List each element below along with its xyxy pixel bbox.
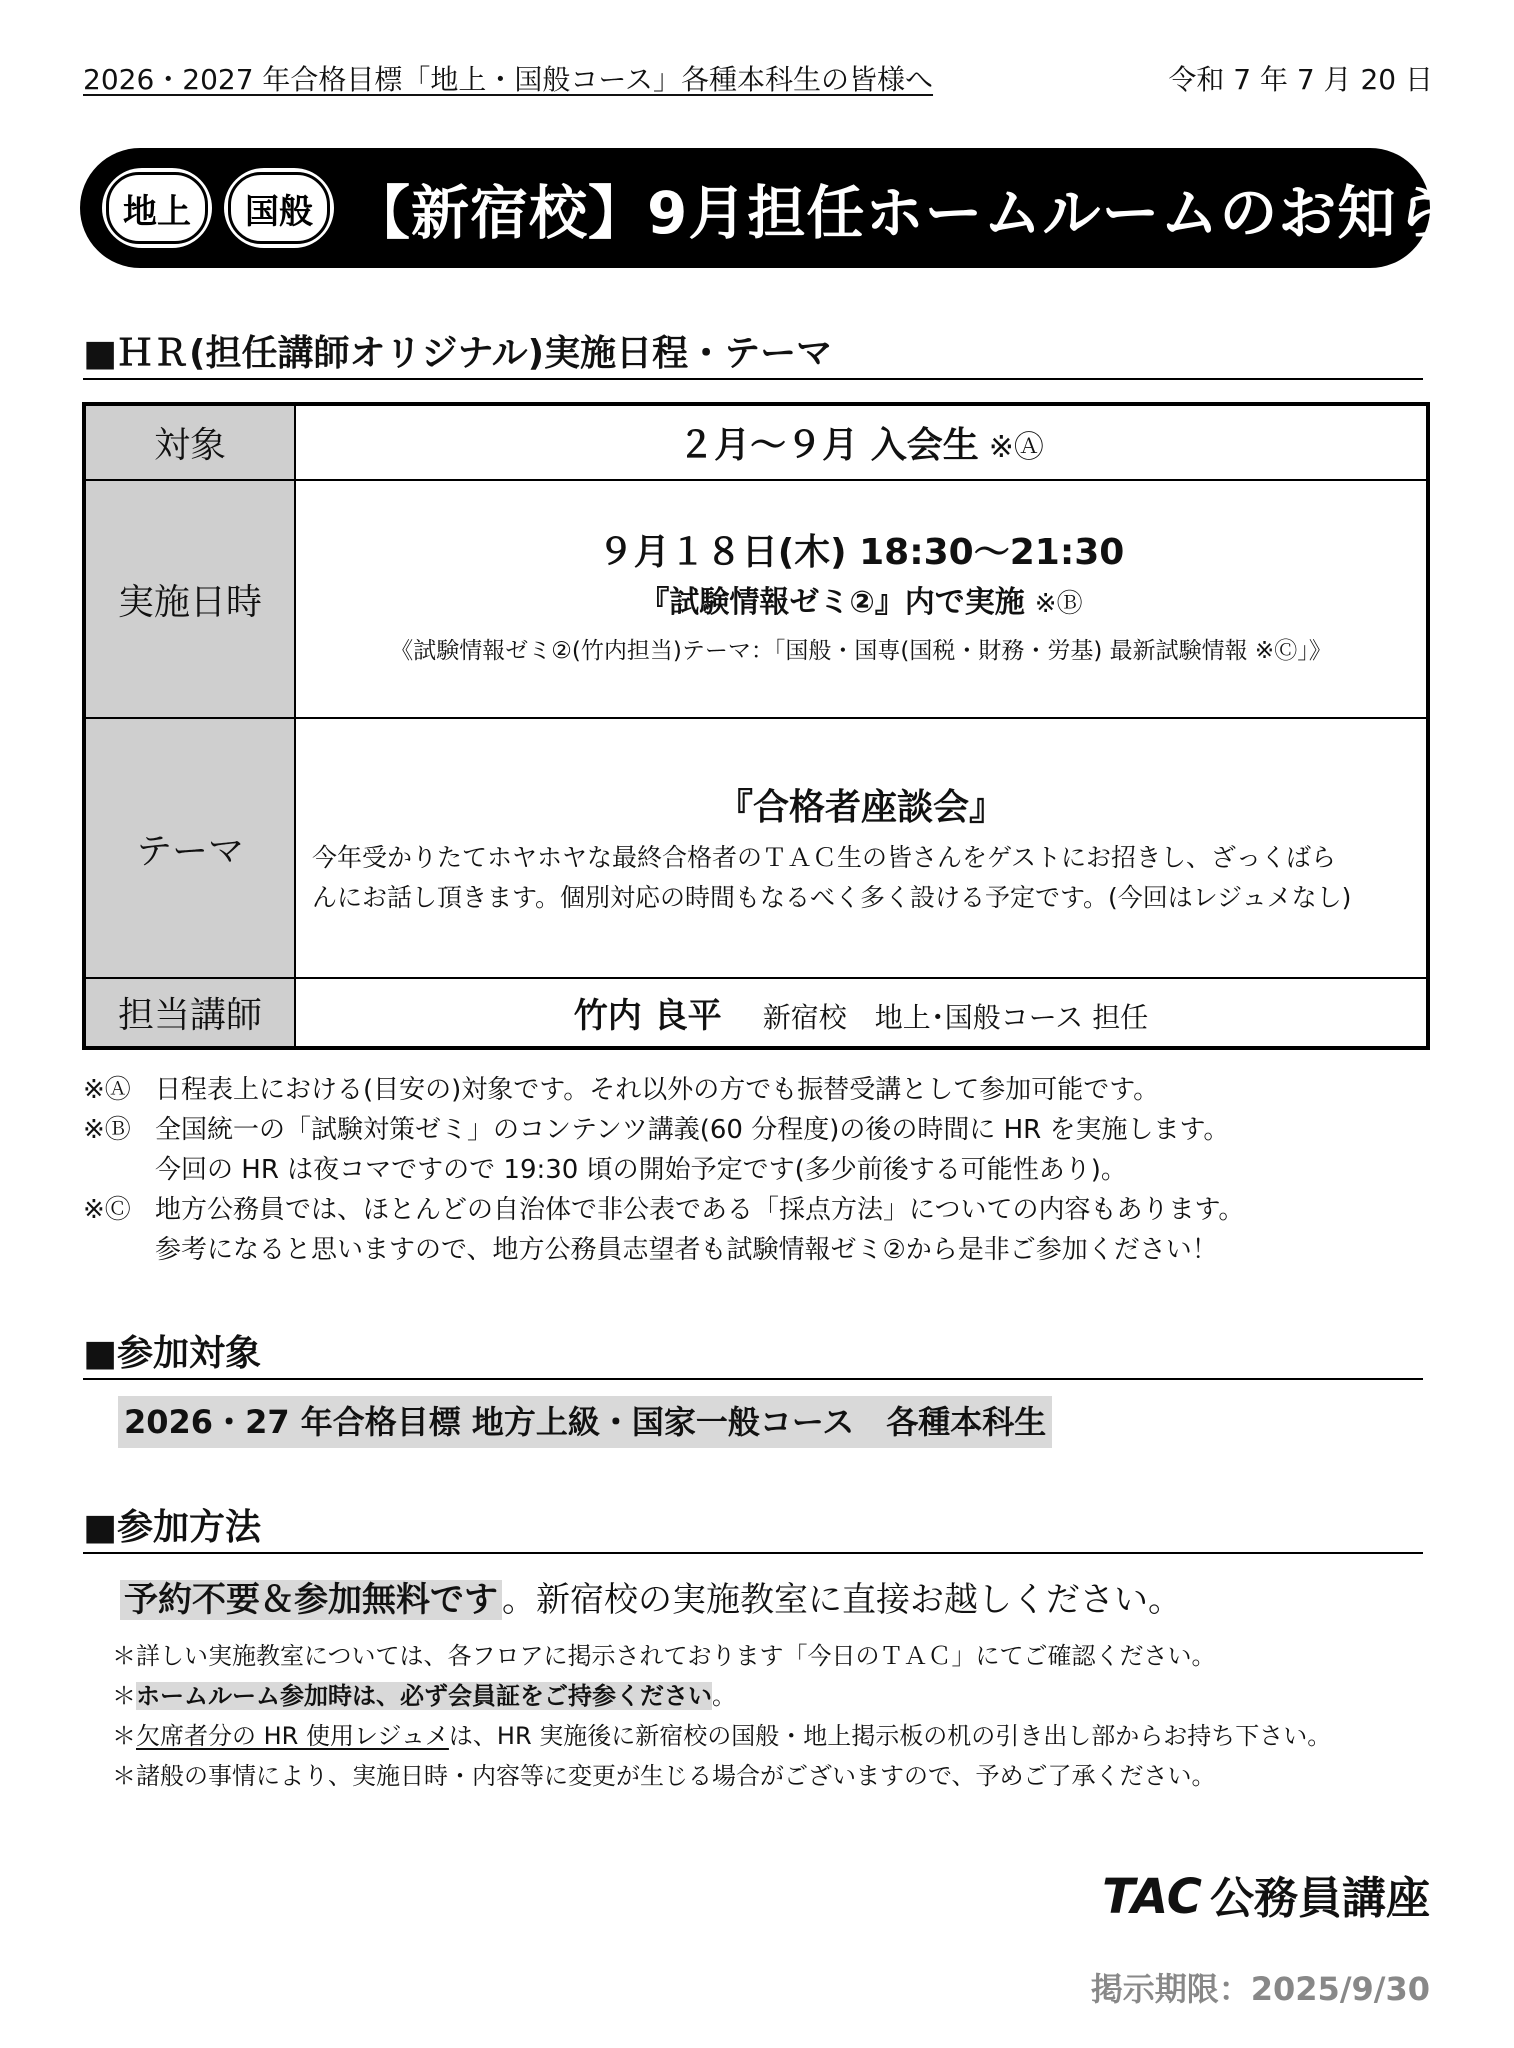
badge-kokupan: 国般 bbox=[228, 172, 330, 244]
within-zemi bbox=[296, 581, 1426, 629]
bullet-member-card-suffix: 。 bbox=[712, 1682, 736, 1710]
label-target: 対象 bbox=[84, 404, 295, 480]
badge-kokupan-wrap bbox=[224, 168, 334, 248]
theme-title: 『合格者座談会』 bbox=[716, 787, 1005, 828]
bullet-member-card bbox=[112, 1676, 1432, 1716]
footnote-c-line2: 参考になると思いますので、地方公務員志望者も試験情報ゼミ②から是非ご参加ください！ bbox=[155, 1235, 1218, 1265]
tac-logo-text: TAC bbox=[1102, 1869, 1202, 1925]
schedule-table bbox=[82, 402, 1430, 1050]
audience-line: 2026・2027 年合格目標「地上・国般コース」各種本科生の皆様へ bbox=[83, 63, 934, 96]
within-zemi-text: 『試験情報ゼミ②』内で実施 bbox=[639, 585, 1025, 620]
bullet-absent-resume bbox=[112, 1716, 1432, 1756]
issue-date: 令和 7 年 7 月 20 日 bbox=[1168, 63, 1433, 96]
bullet-absent-prefix: ＊ bbox=[112, 1722, 136, 1750]
table-row-instructor bbox=[84, 978, 1428, 1048]
value-target bbox=[295, 404, 1428, 480]
footnote-c-key: ※Ⓒ bbox=[83, 1195, 131, 1225]
within-zemi-mark: ※Ⓑ bbox=[1034, 589, 1083, 619]
organization-logo bbox=[1102, 1862, 1430, 1926]
participation-target: 2026・27 年合格目標 地方上級・国家一般コース 各種本科生 bbox=[118, 1396, 1052, 1448]
footnote-b-line1: 全国統一の「試験対策ゼミ」のコンテンツ講義(60 分程度)の後の時間に HR を実施します。 bbox=[155, 1115, 1230, 1145]
table-row-target bbox=[84, 404, 1428, 480]
bullet-change-notice: ＊諸般の事情により、実施日時・内容等に変更が生じる場合がございますので、予めご了承ください。 bbox=[112, 1762, 1216, 1790]
footnote-c-line1: 地方公務員では、ほとんどの自治体で非公表である「採点方法」についての内容もあります。 bbox=[155, 1195, 1245, 1225]
instructor-role: 新宿校 地上･国般コース 担任 bbox=[762, 1001, 1149, 1034]
method-bullets bbox=[112, 1636, 1432, 1796]
label-datetime: 実施日時 bbox=[84, 480, 295, 718]
value-datetime bbox=[295, 480, 1428, 718]
section-heading-target: ■参加対象 bbox=[83, 1330, 1423, 1380]
footnote-b-key: ※Ⓑ bbox=[83, 1115, 131, 1145]
bullet-member-card-prefix: ＊ bbox=[112, 1682, 136, 1710]
badge-chijo: 地上 bbox=[106, 172, 208, 244]
section-heading-method: ■参加方法 bbox=[83, 1504, 1423, 1554]
label-instructor: 担当講師 bbox=[84, 978, 295, 1048]
theme-desc-line2: んにお話し頂きます。個別対応の時間もなるべく多く設ける予定です。(今回はレジュメなし) bbox=[312, 883, 1352, 912]
value-theme bbox=[295, 718, 1428, 978]
badge-chijo-wrap bbox=[102, 168, 212, 248]
method-rest: 。新宿校の実施教室に直接お越しください。 bbox=[502, 1580, 1182, 1620]
bullet-absent-underlined: 欠席者分の HR 使用レジュメ bbox=[136, 1722, 449, 1750]
page-title: 【新宿校】9月担任ホームルームのお知らせ bbox=[352, 179, 1513, 247]
footnote-b-line2: 今回の HR は夜コマですので 19:30 頃の開始予定です(多少前後する可能性あり)。 bbox=[155, 1155, 1127, 1185]
instructor-name: 竹内 良平 bbox=[573, 996, 722, 1036]
bullet-member-card-text: ホームルーム参加時は、必ず会員証をご持参ください bbox=[136, 1682, 712, 1710]
footnotes bbox=[83, 1070, 1423, 1270]
event-datetime: ９月１８日(木) 18:30～21:30 bbox=[597, 532, 1125, 573]
footnote-a bbox=[83, 1070, 1423, 1110]
method-main bbox=[120, 1574, 1182, 1626]
method-highlight: 予約不要＆参加無料です bbox=[120, 1580, 502, 1620]
footnote-a-key: ※Ⓐ bbox=[83, 1075, 131, 1105]
footnote-b bbox=[83, 1110, 1423, 1150]
theme-desc-line1: 今年受かりたてホヤホヤな最終合格者のＴＡＣ生の皆さんをゲストにお招きし、ざっくばら bbox=[312, 843, 1337, 872]
footnote-a-line1: 日程表上における(目安の)対象です。それ以外の方でも振替受講として参加可能です。 bbox=[155, 1075, 1160, 1105]
organization-name: 公務員講座 bbox=[1210, 1873, 1430, 1924]
bullet-absent-rest: は、HR 実施後に新宿校の国般・地上掲示板の机の引き出し部からお持ち下さい。 bbox=[448, 1722, 1332, 1750]
header bbox=[83, 58, 1433, 102]
value-instructor bbox=[295, 978, 1428, 1048]
target-note-mark: ※Ⓐ bbox=[988, 430, 1044, 465]
table-row-theme bbox=[84, 718, 1428, 978]
zemi-theme: 《試験情報ゼミ②(竹内担当)テーマ：「国般・国専(国税・財務・労基) 最新試験情報 ※Ⓒ」》 bbox=[390, 638, 1332, 664]
posting-expiry: 掲示期限：2025/9/30 bbox=[1090, 1970, 1430, 2008]
label-theme: テーマ bbox=[84, 718, 295, 978]
target-text: ２月～９月 入会生 bbox=[678, 425, 979, 466]
bullet-classroom-info: ＊詳しい実施教室については、各フロアに掲示されております「今日のＴＡＣ」にてご確認ください。 bbox=[112, 1642, 1216, 1670]
footnote-c bbox=[83, 1190, 1423, 1230]
table-row-datetime bbox=[84, 480, 1428, 718]
section-heading-hr: ■ＨＲ(担任講師オリジナル)実施日程・テーマ bbox=[83, 330, 1423, 380]
title-banner bbox=[80, 148, 1513, 268]
